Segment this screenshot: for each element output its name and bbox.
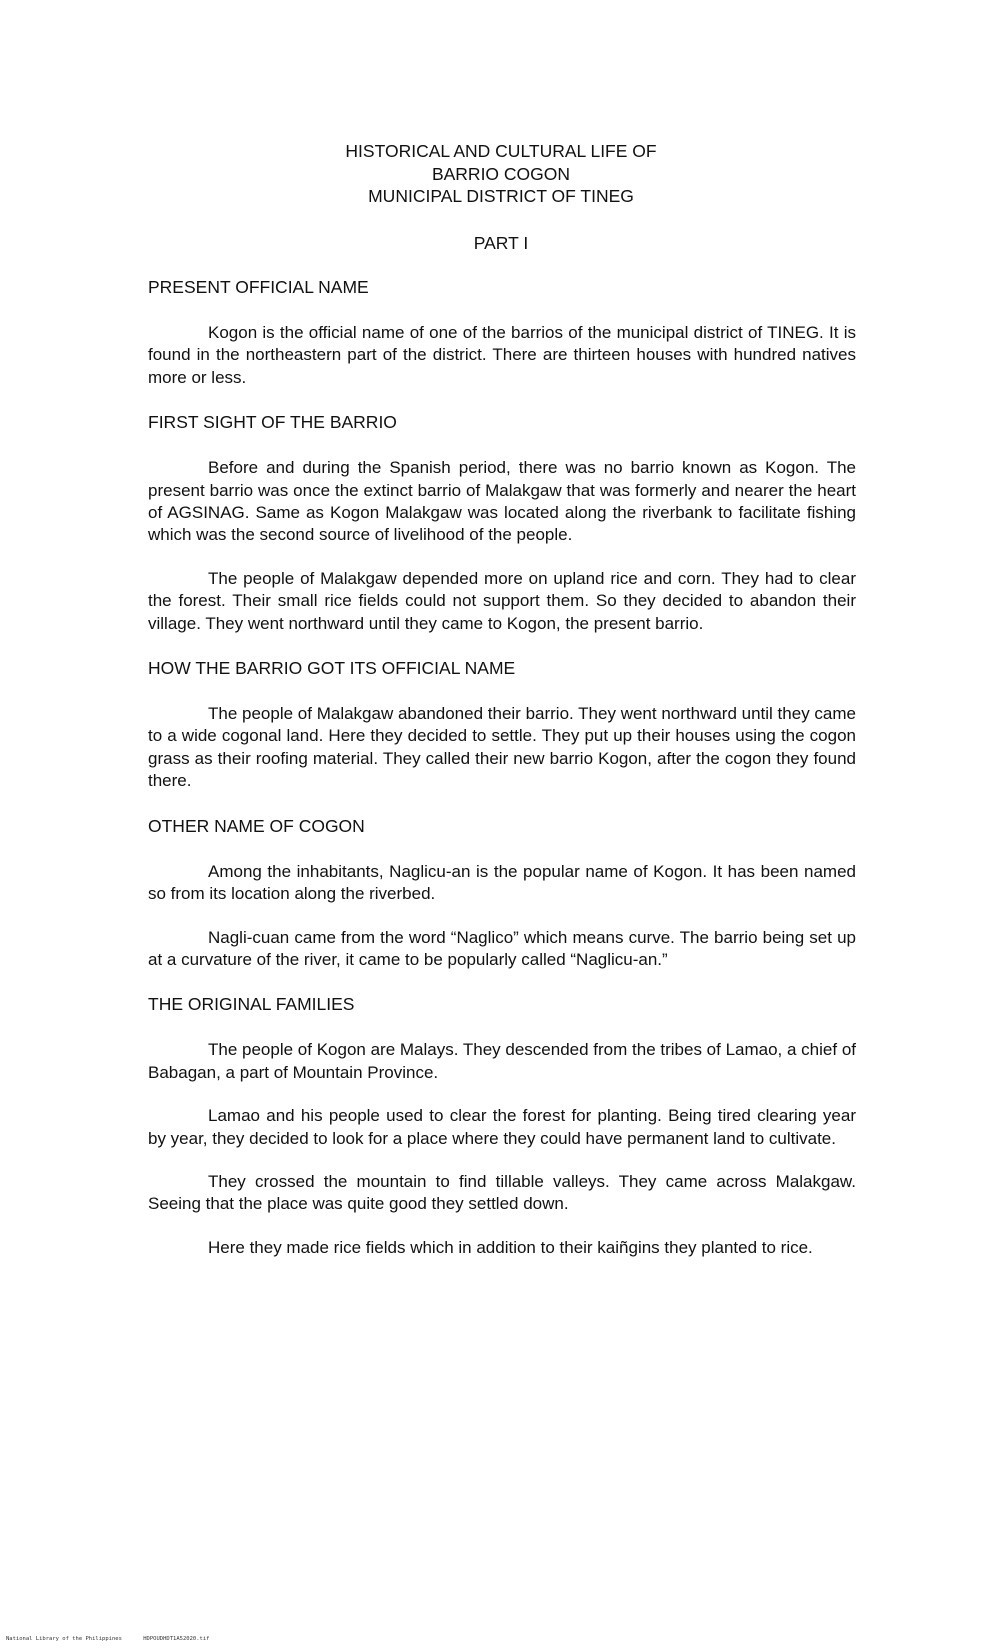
paragraph: Kogon is the official name of one of the barrios of the municipal district of TINEG. It is found in the northeastern part of the district. There are thirteen houses with hundred natives more or less. xyxy=(148,323,856,387)
paragraph: Here they made rice fields which in addition to their kaiñgins they planted to rice. xyxy=(208,1237,813,1257)
section-heading-first-sight: FIRST SIGHT OF THE BARRIO xyxy=(148,412,397,433)
part-label: PART I xyxy=(473,233,529,253)
paragraph: Among the inhabitants, Naglicu-an is the popular name of Kogon. It has been named so from its location along the riverbed. xyxy=(148,861,856,904)
paragraph: The people of Malakgaw depended more on upland rice and corn. They had to clear the forest. Their small rice fields could not support them. So they decided to abandon their village. They went northward until they came to Kogon, the present barrio. xyxy=(148,568,856,633)
paragraph: Lamao and his people used to clear the forest for planting. Being tired clearing year by year, they decided to look for a place where they could have permanent land to cultivate. xyxy=(148,1106,856,1148)
section-heading-present-official-name: PRESENT OFFICIAL NAME xyxy=(148,277,369,297)
paragraph: The people of Malakgaw abandoned their barrio. They went northward until they came to a wide cogonal land. Here they decided to settle. They put up their houses using the cogon grass as their roofing material. They called their new barrio Kogon, after the cogon they found there. xyxy=(148,704,856,791)
section-heading-official-name-origin: HOW THE BARRIO GOT ITS OFFICIAL NAME xyxy=(148,658,516,679)
title-line-3: MUNICIPAL DISTRICT OF TINEG xyxy=(368,186,634,206)
paragraph: Before and during the Spanish period, there was no barrio known as Kogon. The present barrio was once the extinct barrio of Malakgaw that was formerly and nearer the heart of AGSINAG. Same as Kogon Malakgaw was located along the riverbank to facilitate fishing which was the second source of livelihood of the people. xyxy=(148,458,856,545)
footer-library-label: National Library of the Philippines xyxy=(6,1636,122,1642)
section-heading-original-families: THE ORIGINAL FAMILIES xyxy=(148,994,355,1015)
paragraph: Nagli-cuan came from the word “Naglico” which means curve. The barrio being set up at a curvature of the river, it came to be popularly called “Naglicu-an.” xyxy=(148,927,856,969)
document-body xyxy=(148,276,856,1259)
paragraph: They crossed the mountain to find tillable valleys. They came across Malakgaw. Seeing that the place was quite good they settled down. xyxy=(148,1171,856,1214)
footer-file-id: HDPOUDHDT1A52020.tif xyxy=(143,1636,210,1642)
scan-footer xyxy=(6,1636,227,1643)
title-line-1: HISTORICAL AND CULTURAL LIFE OF xyxy=(345,141,657,161)
section-heading-other-name: OTHER NAME OF COGON xyxy=(148,815,365,836)
paragraph: The people of Kogon are Malays. They descended from the tribes of Lamao, a chief of Babagan, a part of Mountain Province. xyxy=(148,1040,856,1082)
document-title xyxy=(0,140,1002,208)
title-line-2: BARRIO COGON xyxy=(431,163,571,184)
